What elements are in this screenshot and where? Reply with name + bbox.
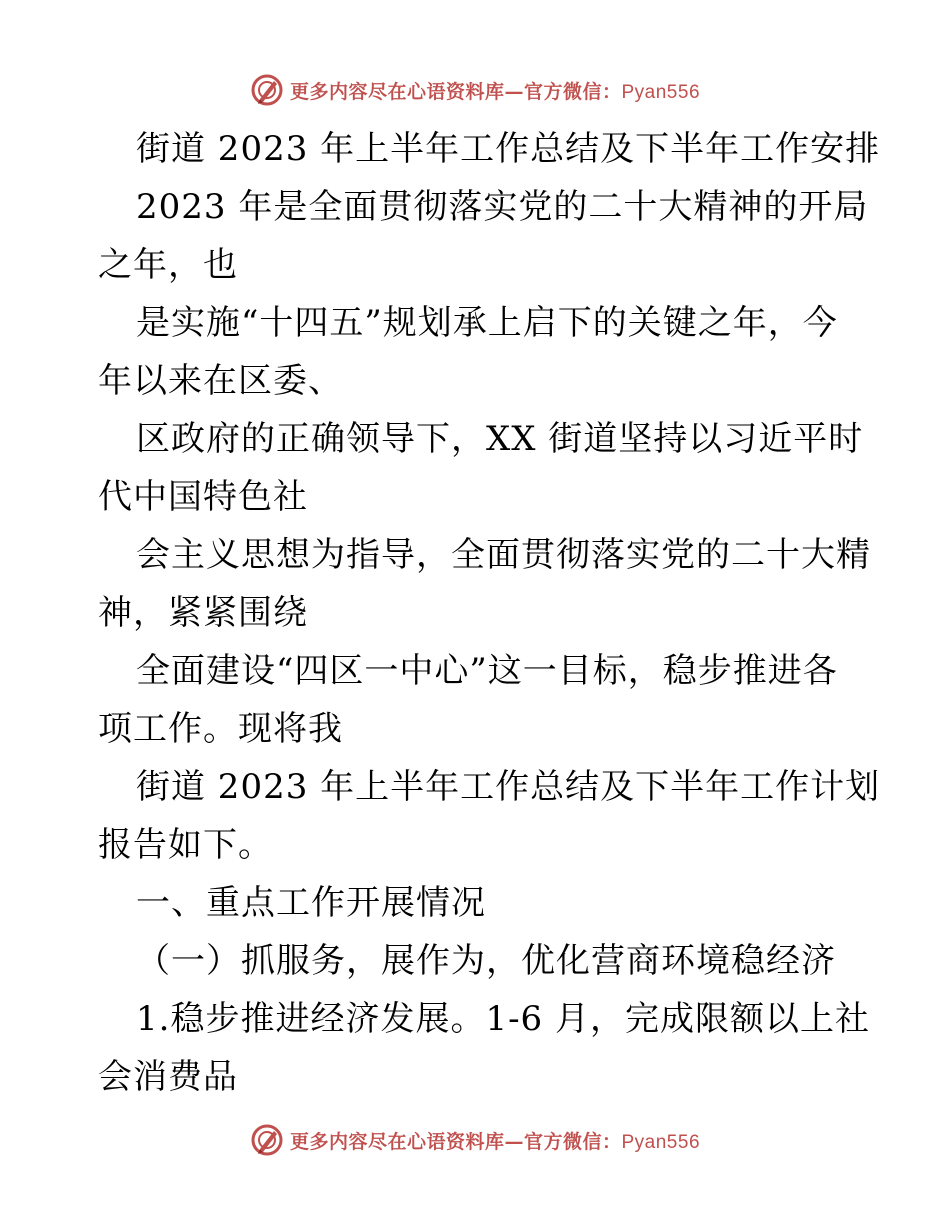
text-line: 代中国特色社 — [98, 477, 308, 517]
text-line: 会主义思想为指导，全面贯彻落实党的二十大精 — [136, 535, 871, 575]
text-line: 之年，也 — [98, 245, 238, 285]
header-watermark — [0, 70, 950, 110]
wechat-id: Pyan556 — [621, 1131, 701, 1153]
footer-watermark — [0, 1120, 950, 1160]
watermark-text: 更多内容尽在心语资料库—官方微信：Pyan556 — [289, 80, 701, 103]
wechat-id: Pyan556 — [621, 81, 701, 103]
text-line: 区政府的正确领导下，XX 街道坚持以习近平时 — [136, 419, 864, 459]
pen-logo-icon — [250, 73, 284, 107]
text-line: 会消费品 — [98, 1057, 238, 1097]
text-line: 2023 年是全面贯彻落实党的二十大精神的开局 — [136, 187, 869, 227]
text-line: 神，紧紧围绕 — [98, 593, 308, 633]
pen-logo-icon — [250, 1123, 284, 1157]
text-line: 报告如下。 — [98, 825, 273, 865]
watermark-text: 更多内容尽在心语资料库—官方微信：Pyan556 — [289, 1130, 701, 1153]
text-line: 一、重点工作开展情况 — [136, 883, 486, 923]
document-body — [98, 120, 881, 1106]
text-line: 项工作。现将我 — [98, 709, 343, 749]
text-line: 年以来在区委、 — [98, 361, 343, 401]
text-line: 1.稳步推进经济发展。1-6 月，完成限额以上社 — [136, 999, 870, 1039]
text-line: 街道 2023 年上半年工作总结及下半年工作安排 — [136, 129, 881, 169]
text-line: 全面建设“四区一中心”这一目标，稳步推进各 — [136, 651, 838, 691]
text-line: （一）抓服务，展作为，优化营商环境稳经济 — [136, 941, 836, 981]
text-line: 街道 2023 年上半年工作总结及下半年工作计划 — [136, 767, 881, 807]
text-line: 是实施“十四五”规划承上启下的关键之年，今 — [136, 303, 838, 343]
